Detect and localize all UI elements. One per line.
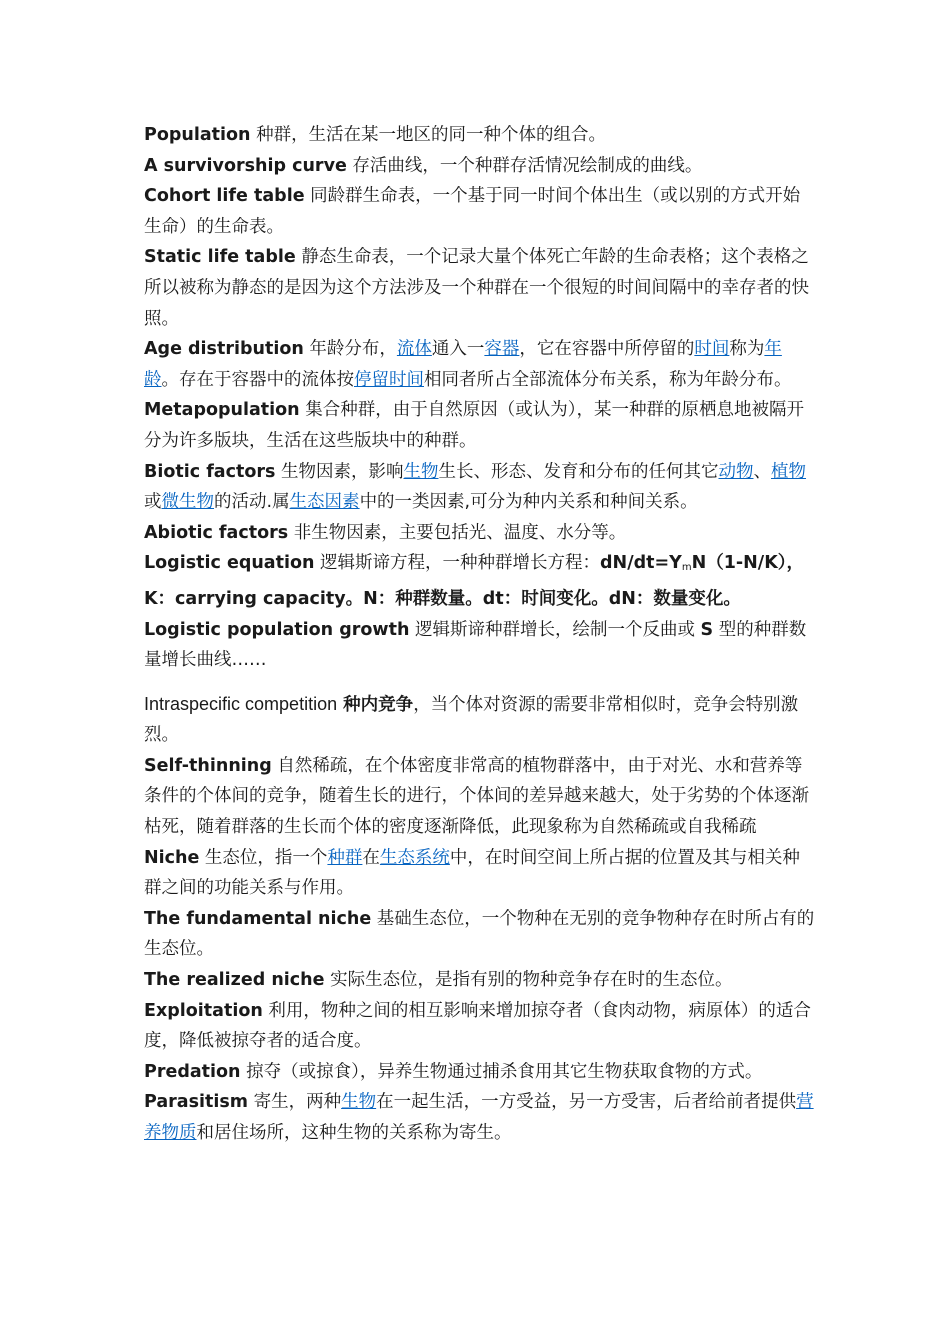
- definition-text: 利用，物种之间的相互影响来增加掠夺者（食肉动物，病原体）的适合度，降低被掠夺者的适合度。: [144, 1000, 811, 1052]
- definition-text: 集合种群，由于自然原因（或认为），某一种群的原栖息地被隔开分为许多版块，生活在这些版块中的种群。: [144, 400, 804, 451]
- definition-text: 和居住场所，这种生物的关系称为寄生。: [196, 1123, 512, 1143]
- hyperlink[interactable]: 生态系统: [379, 847, 450, 868]
- hyperlink[interactable]: 生物: [403, 461, 439, 482]
- entry-term: Parasitism: [144, 1092, 249, 1113]
- glossary-entry: [144, 151, 816, 182]
- definition-text: 。存在于容器中的流体按: [161, 369, 354, 390]
- entry-term: Niche: [144, 847, 200, 868]
- entry-term: Cohort life table: [144, 186, 305, 207]
- entry-term: Population: [144, 125, 251, 145]
- hyperlink[interactable]: 年龄: [144, 339, 782, 390]
- glossary-entry: [144, 1087, 816, 1148]
- definition-text: 掠夺（或掠食），异养生物通过捕杀食用其它生物获取食物的方式。: [240, 1061, 763, 1082]
- definition-text: 实际生态位，是指有别的物种竞争存在时的生态位。: [324, 970, 733, 991]
- definition-text: 存活曲线，一个种群存活情况绘制成的曲线。: [346, 155, 703, 176]
- definition-text: 、: [753, 461, 771, 482]
- glossary-entry: [144, 689, 816, 751]
- hyperlink[interactable]: 营养物质: [144, 1092, 814, 1143]
- definition-text: 中的一类因素,可分为种内关系和种间关系。: [359, 492, 698, 513]
- document-page: [144, 120, 816, 1149]
- bold-text: 种内竞争: [337, 694, 414, 715]
- definition-text: 通入一: [431, 339, 485, 360]
- glossary-entry: [144, 334, 816, 395]
- entry-term: The fundamental niche: [144, 908, 372, 929]
- bold-text: dN/dt=Y: [600, 553, 682, 574]
- definition-text: 非生物因素，主要包括光、温度、水分等。: [288, 522, 627, 543]
- entry-term: Static life table: [144, 247, 296, 268]
- glossary-entry: [144, 996, 816, 1057]
- definition-text: 逻辑斯谛种群增长，绘制一个反曲或: [409, 619, 701, 640]
- glossary-entry: [144, 904, 816, 965]
- definition-text: 相同者所占全部流体分布关系，称为年龄分布。: [424, 369, 792, 390]
- glossary-entry: [144, 518, 816, 549]
- glossary-entry: [144, 965, 816, 996]
- entry-term: Abiotic factors: [144, 522, 289, 543]
- hyperlink[interactable]: 种群: [327, 847, 363, 868]
- glossary-entry: [144, 181, 816, 242]
- entry-term: Metapopulation: [144, 400, 300, 421]
- definition-text: 自然稀疏，在个体密度非常高的植物群落中，由于对光、水和营养等条件的个体间的竞争，随着生长的进行，个体间的差异越来越大，处于劣势的个体逐渐枯死，随着群落的生长而个体的密度逐渐降低，此现象称为自然稀疏或自我稀疏: [144, 755, 809, 838]
- hyperlink[interactable]: 容器: [484, 339, 520, 360]
- definition-text: 的活动.属: [214, 492, 290, 513]
- bold-text: N（1-N/K），K：carrying capacity。N：种群数量。dt：时间变化。dN：数量变化。: [144, 553, 805, 609]
- definition-text: 同龄群生命表，一个基于同一时间个体出生（或以别的方式开始生命）的生命表。: [144, 186, 801, 237]
- entry-term: Logistic population growth: [144, 619, 410, 640]
- glossary-entry: [144, 751, 816, 843]
- definition-text: 生物因素，影响: [275, 461, 404, 482]
- entry-term: A survivorship curve: [144, 155, 347, 176]
- definition-text: 逻辑斯谛方程，一种种群增长方程：: [314, 553, 601, 574]
- entry-term: Age distribution: [144, 339, 304, 360]
- definition-text: 年龄分布，: [303, 339, 397, 360]
- glossary-entry: [144, 548, 816, 614]
- glossary-entry: [144, 242, 816, 334]
- definition-text: 称为: [729, 339, 765, 360]
- hyperlink[interactable]: 植物: [770, 461, 806, 482]
- glossary-entry: [144, 457, 816, 518]
- entry-term: Intraspecific competition: [144, 693, 338, 714]
- bold-text: S: [700, 619, 714, 640]
- definition-text: 种群，生活在某一地区的同一种个体的组合。: [250, 125, 607, 145]
- entry-term: Biotic factors: [144, 461, 276, 482]
- definition-text: 生态位，指一个: [199, 847, 328, 868]
- glossary-entry: [144, 1057, 816, 1088]
- definition-text: 生长、形态、发育和分布的任何其它: [438, 461, 719, 482]
- definition-text: 在: [362, 847, 380, 868]
- hyperlink[interactable]: 微生物: [161, 492, 214, 513]
- glossary-entry: [144, 120, 816, 151]
- definition-text: 在一起生活，一方受益，另一方受害，后者给前者提供: [376, 1092, 797, 1113]
- glossary-entry: [144, 843, 816, 904]
- definition-text: 型的种群数量增长曲线……: [144, 619, 807, 671]
- entry-term: Logistic equation: [144, 553, 315, 574]
- glossary-entry: [144, 615, 816, 676]
- definition-text: 寄生，两种: [248, 1092, 342, 1113]
- definition-text: ，当个体对资源的需要非常相似时，竞争会特别激烈。: [144, 694, 799, 746]
- entry-term: The realized niche: [144, 970, 325, 991]
- hyperlink[interactable]: 流体: [396, 339, 432, 360]
- definition-text: ，它在容器中所停留的: [519, 339, 695, 360]
- hyperlink[interactable]: 动物: [718, 461, 754, 482]
- definition-text: 中，在时间空间上所占据的位置及其与相关种群之间的功能关系与作用。: [144, 847, 800, 899]
- entry-term: Self-thinning: [144, 755, 272, 776]
- glossary-entry: [144, 395, 816, 456]
- definition-text: 或: [144, 492, 162, 513]
- subscript-text: m: [681, 562, 692, 574]
- entry-term: Exploitation: [144, 1000, 263, 1021]
- entry-term: Predation: [144, 1061, 241, 1082]
- hyperlink[interactable]: 生态因素: [289, 492, 360, 513]
- definition-text: 基础生态位，一个物种在无别的竞争物种存在时所占有的生态位。: [144, 908, 815, 960]
- hyperlink[interactable]: 生物: [341, 1092, 377, 1113]
- hyperlink[interactable]: 停留时间: [354, 369, 424, 390]
- definition-text: 静态生命表，一个记录大量个体死亡年龄的生命表格；这个表格之所以被称为静态的是因为这个方法涉及一个种群在一个很短的时间间隔中的幸存者的快照。: [144, 247, 809, 329]
- hyperlink[interactable]: 时间: [694, 339, 730, 360]
